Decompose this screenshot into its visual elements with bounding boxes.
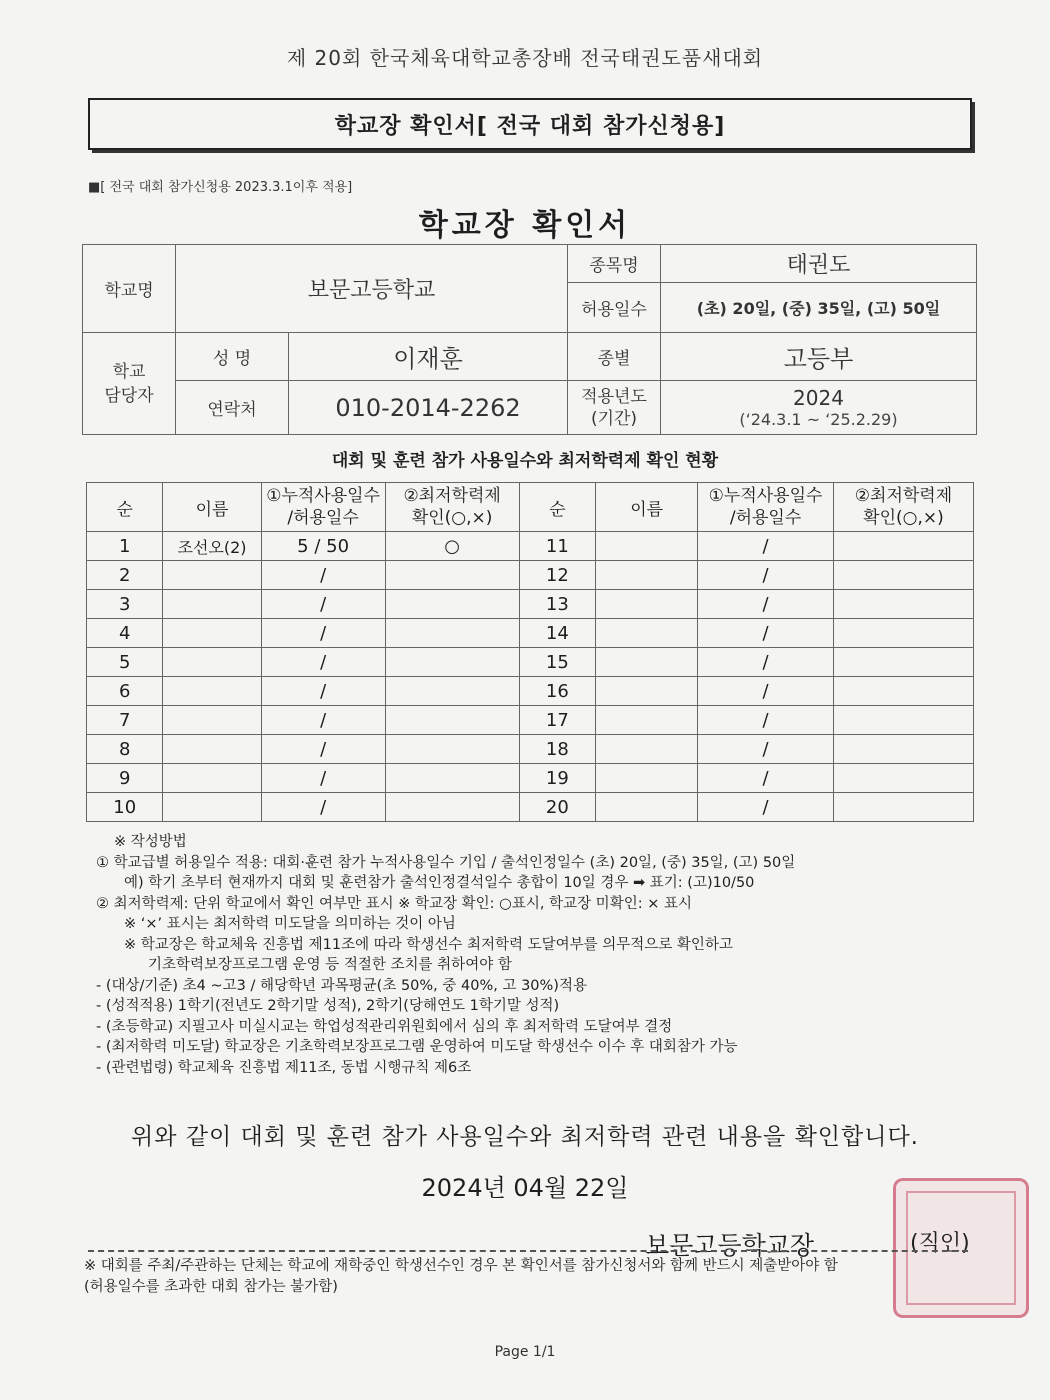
cell-check	[385, 735, 519, 764]
note-2: ② 최저학력제: 단위 학교에서 확인 여부만 표시 ※ 학교장 확인: ○표시, 학교장 미확인: × 표시	[96, 895, 692, 912]
cell-name	[163, 590, 261, 619]
competition-title: 제 20회 한국체육대학교총장배 전국태권도품새대회	[286, 46, 764, 70]
cell-check	[385, 561, 519, 590]
confirmation-text: 위와 같이 대회 및 훈련 참가 사용일수와 최저학력 관련 내용을 확인합니다.	[131, 1124, 919, 1150]
cell-days: /	[261, 793, 385, 822]
allowed-days-label: 허용일수	[568, 283, 661, 333]
contact-label: 연락처	[176, 381, 289, 435]
cell-days: /	[698, 648, 834, 677]
header-days: ①누적사용일수 /허용일수	[261, 483, 385, 532]
applicability-note: ■[ 전국 대회 참가신청용 2023.3.1이후 적용]	[88, 180, 353, 195]
cell-name	[596, 648, 698, 677]
cell-no: 1	[87, 532, 163, 561]
sport-label: 종목명	[568, 245, 661, 283]
header-no: 순	[87, 483, 163, 532]
seal-mark: (직인)	[910, 1231, 970, 1256]
note-2-b: ※ 학교장은 학교체육 진흥법 제11조에 따라 학생선수 최저학력 도달여부를 의무적으로 확인하고	[124, 936, 733, 953]
allowed-days-value: (초) 20일, (중) 35일, (고) 50일	[661, 283, 977, 333]
header-no: 순	[519, 483, 595, 532]
cell-days: /	[698, 677, 834, 706]
cell-no: 2	[87, 561, 163, 590]
cell-check	[385, 793, 519, 822]
cell-no: 4	[87, 619, 163, 648]
cell-no: 9	[87, 764, 163, 793]
cell-no: 17	[519, 706, 595, 735]
cell-name	[163, 735, 261, 764]
name-label: 성 명	[176, 333, 289, 381]
detail-3: - (초등학교) 지필고사 미실시교는 학업성적관리위원회에서 심의 후 최저학력 도달여부 결정	[96, 1018, 673, 1035]
cell-check	[833, 648, 973, 677]
cell-no: 11	[519, 532, 595, 561]
cell-name	[596, 619, 698, 648]
cell-days: /	[698, 619, 834, 648]
cell-days: /	[698, 590, 834, 619]
cell-check	[385, 764, 519, 793]
cell-days: /	[261, 677, 385, 706]
table-row	[87, 619, 974, 648]
cell-no: 12	[519, 561, 595, 590]
cell-check	[833, 735, 973, 764]
note-2-c: 기초학력보장프로그램 운영 등 적절한 조치를 취하여야 함	[148, 957, 512, 973]
cell-days: /	[261, 619, 385, 648]
cell-check	[385, 677, 519, 706]
cell-check	[385, 590, 519, 619]
cell-name	[596, 677, 698, 706]
cell-check	[385, 706, 519, 735]
main-title: 학교장 확인서	[418, 208, 632, 243]
table-row	[87, 706, 974, 735]
cell-check	[833, 706, 973, 735]
header-check: ②최저학력제 확인(○,×)	[833, 483, 973, 532]
school-label: 학교명	[83, 245, 176, 333]
note-2-a: ※ ‘×’ 표시는 최저학력 미도달을 의미하는 것이 아님	[124, 916, 456, 932]
status-title: 대회 및 훈련 참가 사용일수와 최저학력제 확인 현황	[331, 451, 719, 471]
school-value: 보문고등학교	[176, 245, 568, 333]
form-title-box	[88, 98, 972, 150]
issue-date: 2024년 04월 22일	[421, 1174, 629, 1202]
cell-no: 3	[87, 590, 163, 619]
notes-heading: ※ 작성방법	[114, 834, 187, 850]
cell-name	[596, 532, 698, 561]
footer-note	[84, 1256, 838, 1298]
cell-no: 16	[519, 677, 595, 706]
cell-name	[163, 619, 261, 648]
cell-days: /	[698, 561, 834, 590]
cell-name	[596, 764, 698, 793]
cell-days: /	[261, 590, 385, 619]
cell-check	[833, 532, 973, 561]
cell-check	[833, 561, 973, 590]
table-row	[87, 764, 974, 793]
note-1: ① 학교급별 허용일수 적용: 대회·훈련 참가 누적사용일수 기입 / 출석인정일수 (초) 20일, (중) 35일, (고) 50일	[96, 854, 796, 871]
header-name: 이름	[163, 483, 261, 532]
status-table-body	[87, 532, 974, 822]
cell-name	[163, 648, 261, 677]
table-row	[87, 532, 974, 561]
cell-days: /	[698, 793, 834, 822]
footer-divider	[88, 1250, 968, 1252]
info-table	[82, 244, 977, 435]
cell-no: 10	[87, 793, 163, 822]
manager-label: 학교 담당자	[83, 333, 176, 435]
table-row	[87, 590, 974, 619]
cell-check	[833, 590, 973, 619]
cell-name: 조선오(2)	[163, 532, 261, 561]
year-label: 적용년도 (기간)	[568, 381, 661, 435]
cell-no: 6	[87, 677, 163, 706]
cell-days: /	[261, 561, 385, 590]
table-row	[87, 561, 974, 590]
cell-days: /	[261, 706, 385, 735]
cell-name	[596, 561, 698, 590]
page-number: Page 1/1	[494, 1344, 556, 1360]
cell-check	[385, 648, 519, 677]
detail-4: - (최저학력 미도달) 학교장은 기초학력보장프로그램 운영하여 미도달 학생선수 이수 후 대회참가 가능	[96, 1039, 738, 1055]
cell-days: /	[261, 735, 385, 764]
detail-2: - (성적적용) 1학기(전년도 2학기말 성적), 2학기(당해연도 1학기말 성적)	[96, 998, 560, 1014]
year-cell	[661, 381, 977, 435]
header-days: ①누적사용일수 /허용일수	[698, 483, 834, 532]
cell-days: /	[698, 735, 834, 764]
cell-check	[833, 793, 973, 822]
division-value: 고등부	[661, 333, 977, 381]
cell-name	[163, 706, 261, 735]
cell-no: 14	[519, 619, 595, 648]
cell-days: /	[261, 764, 385, 793]
table-row	[87, 648, 974, 677]
note-1-example: 예) 학기 초부터 현재까지 대회 및 훈련참가 출석인정결석일수 총합이 10일 경우 ➡ 표기: (고)10/50	[124, 875, 755, 891]
cell-name	[596, 793, 698, 822]
cell-name	[163, 793, 261, 822]
cell-days: /	[261, 648, 385, 677]
cell-check	[833, 764, 973, 793]
period-value: (‘24.3.1 ~ ‘25.2.29)	[739, 410, 898, 429]
cell-no: 15	[519, 648, 595, 677]
header-name: 이름	[596, 483, 698, 532]
contact-value: 010-2014-2262	[289, 381, 568, 435]
cell-no: 7	[87, 706, 163, 735]
principal-name: 보문고등학교장	[645, 1231, 815, 1260]
header-check: ②최저학력제 확인(○,×)	[385, 483, 519, 532]
cell-name	[163, 764, 261, 793]
cell-no: 18	[519, 735, 595, 764]
cell-check: ○	[385, 532, 519, 561]
cell-name	[596, 590, 698, 619]
detail-5: - (관련법령) 학교체육 진흥법 제11조, 동법 시행규칙 제6조	[96, 1059, 472, 1076]
table-row	[87, 793, 974, 822]
cell-name	[596, 706, 698, 735]
cell-name	[596, 735, 698, 764]
notes	[96, 832, 976, 1078]
name-value: 이재훈	[289, 333, 568, 381]
detail-1: - (대상/기준) 초4 ~고3 / 해당학년 과목평균(초 50%, 중 40%, 고 30%)적용	[96, 977, 587, 994]
cell-days: /	[698, 764, 834, 793]
cell-no: 19	[519, 764, 595, 793]
sport-value: 태권도	[661, 245, 977, 283]
cell-days: /	[698, 532, 834, 561]
table-row	[87, 677, 974, 706]
table-row	[87, 735, 974, 764]
form-title: 학교장 확인서[ 전국 대회 참가신청용]	[334, 113, 726, 139]
division-label: 종별	[568, 333, 661, 381]
cell-name	[163, 677, 261, 706]
cell-no: 13	[519, 590, 595, 619]
footer-line-2: (허용일수를 초과한 대회 참가는 불가함)	[84, 1279, 338, 1295]
cell-no: 5	[87, 648, 163, 677]
cell-check	[833, 677, 973, 706]
cell-days: /	[698, 706, 834, 735]
cell-name	[163, 561, 261, 590]
cell-no: 8	[87, 735, 163, 764]
footer-line-1: ※ 대회를 주최/주관하는 단체는 학교에 재학중인 학생선수인 경우 본 확인서를 참가신청서와 함께 반드시 제출받아야 함	[84, 1258, 838, 1274]
status-table	[86, 482, 974, 822]
year-value: 2024	[793, 386, 844, 410]
cell-check	[833, 619, 973, 648]
cell-days: 5 / 50	[261, 532, 385, 561]
cell-check	[385, 619, 519, 648]
cell-no: 20	[519, 793, 595, 822]
